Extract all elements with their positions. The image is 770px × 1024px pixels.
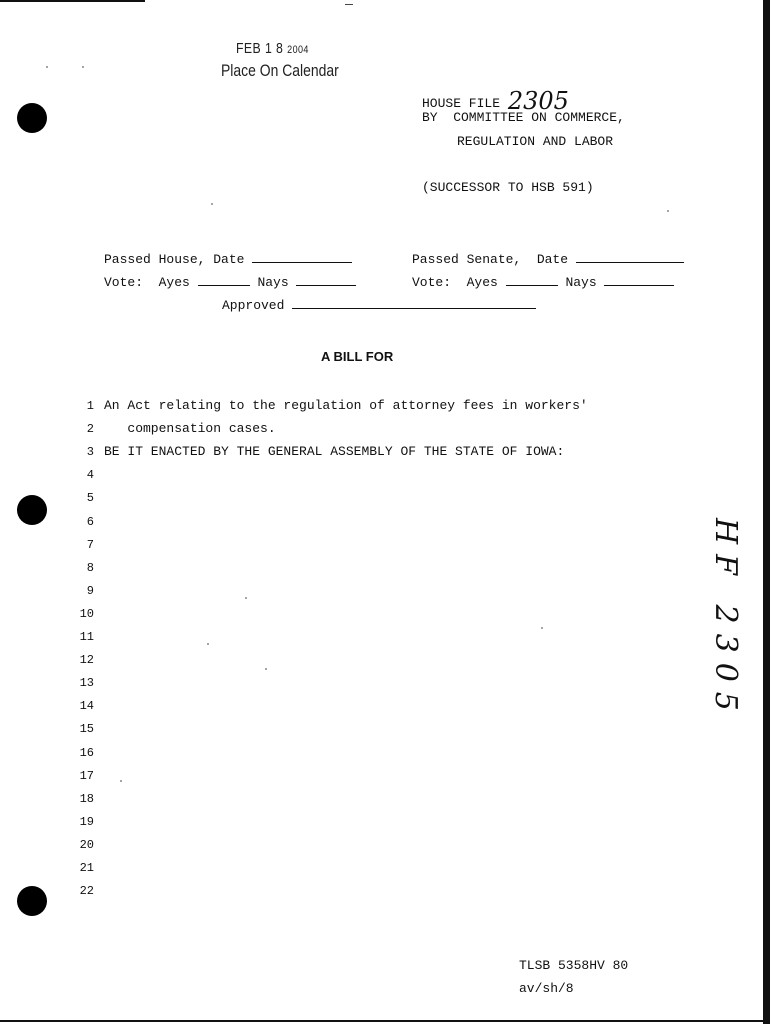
line-number: 9	[86, 584, 94, 598]
stamp-date-year: 2004	[287, 44, 309, 56]
punch-hole-middle	[17, 495, 47, 525]
senate-nays-blank	[604, 273, 674, 286]
sponsor-line-2: REGULATION AND LABOR	[457, 134, 614, 149]
senate-date-blank	[576, 250, 684, 263]
line-number: 3	[86, 445, 94, 459]
senate-nays-label: Nays	[565, 275, 597, 290]
scan-speck	[46, 66, 48, 68]
line-number: 11	[79, 630, 94, 644]
line-text: BE IT ENACTED BY THE GENERAL ASSEMBLY OF THE STATE OF IOWA:	[104, 444, 565, 459]
punch-hole-bottom	[17, 886, 47, 916]
passed-senate-text: Passed Senate, Date	[412, 252, 569, 267]
approved-label: Approved	[222, 298, 285, 313]
line-number: 2	[86, 422, 94, 436]
received-date-stamp	[236, 40, 309, 57]
scan-speck	[245, 597, 247, 599]
line-number: 22	[79, 884, 94, 898]
line-number: 20	[79, 838, 94, 852]
passed-house-label	[104, 250, 352, 267]
line-number: 12	[79, 653, 94, 667]
scan-speck	[120, 780, 122, 782]
house-nays-label: Nays	[257, 275, 289, 290]
scan-speck	[667, 210, 669, 212]
house-nays-blank	[296, 273, 356, 286]
right-scan-edge	[763, 0, 770, 1024]
line-number: 8	[86, 561, 94, 575]
house-ayes-blank	[198, 273, 250, 286]
approved-line	[222, 296, 536, 313]
punch-hole-top	[17, 103, 47, 133]
line-number: 18	[79, 792, 94, 806]
line-number: 16	[79, 746, 94, 760]
line-number: 4	[86, 468, 94, 482]
line-text: compensation cases.	[104, 421, 276, 436]
line-number: 13	[79, 676, 94, 690]
line-text: An Act relating to the regulation of attorney fees in workers'	[104, 398, 588, 413]
line-number: 15	[79, 722, 94, 736]
line-number: 17	[79, 769, 94, 783]
line-number: 10	[79, 607, 94, 621]
top-scan-rule	[0, 0, 145, 2]
senate-vote-line	[412, 273, 674, 290]
approved-blank	[292, 296, 536, 309]
senate-vote-ayes-label: Vote: Ayes	[412, 275, 498, 290]
house-date-blank	[252, 250, 352, 263]
footer-initials: av/sh/8	[519, 981, 574, 996]
house-vote-ayes-label: Vote: Ayes	[104, 275, 190, 290]
senate-ayes-blank	[506, 273, 558, 286]
top-scan-tick	[345, 4, 353, 5]
line-number: 21	[79, 861, 94, 875]
place-on-calendar-stamp: Place On Calendar	[221, 61, 339, 80]
line-number: 7	[86, 538, 94, 552]
house-file-number: 2305	[507, 87, 569, 115]
successor-note: (SUCCESSOR TO HSB 591)	[422, 180, 594, 195]
handwritten-side-note: HF 2305	[708, 518, 743, 721]
bottom-scan-rule	[0, 1020, 770, 1022]
passed-house-text: Passed House, Date	[104, 252, 245, 267]
stamp-date-main: FEB 1 8	[236, 40, 284, 57]
line-number: 14	[79, 699, 94, 713]
line-number: 5	[86, 491, 94, 505]
line-number: 6	[86, 515, 94, 529]
scan-speck	[211, 203, 213, 205]
line-number: 1	[86, 399, 94, 413]
passed-senate-label	[412, 250, 684, 267]
house-vote-line	[104, 273, 356, 290]
scan-speck	[207, 643, 209, 645]
line-number: 19	[79, 815, 94, 829]
footer-code: TLSB 5358HV 80	[519, 958, 629, 973]
sponsor-line: BY COMMITTEE ON COMMERCE,	[422, 110, 625, 125]
bill-title: A BILL FOR	[321, 349, 394, 364]
scan-speck	[265, 668, 267, 670]
scan-speck	[541, 627, 543, 629]
house-file-label: HOUSE FILE	[422, 96, 501, 111]
scan-speck	[82, 66, 84, 68]
